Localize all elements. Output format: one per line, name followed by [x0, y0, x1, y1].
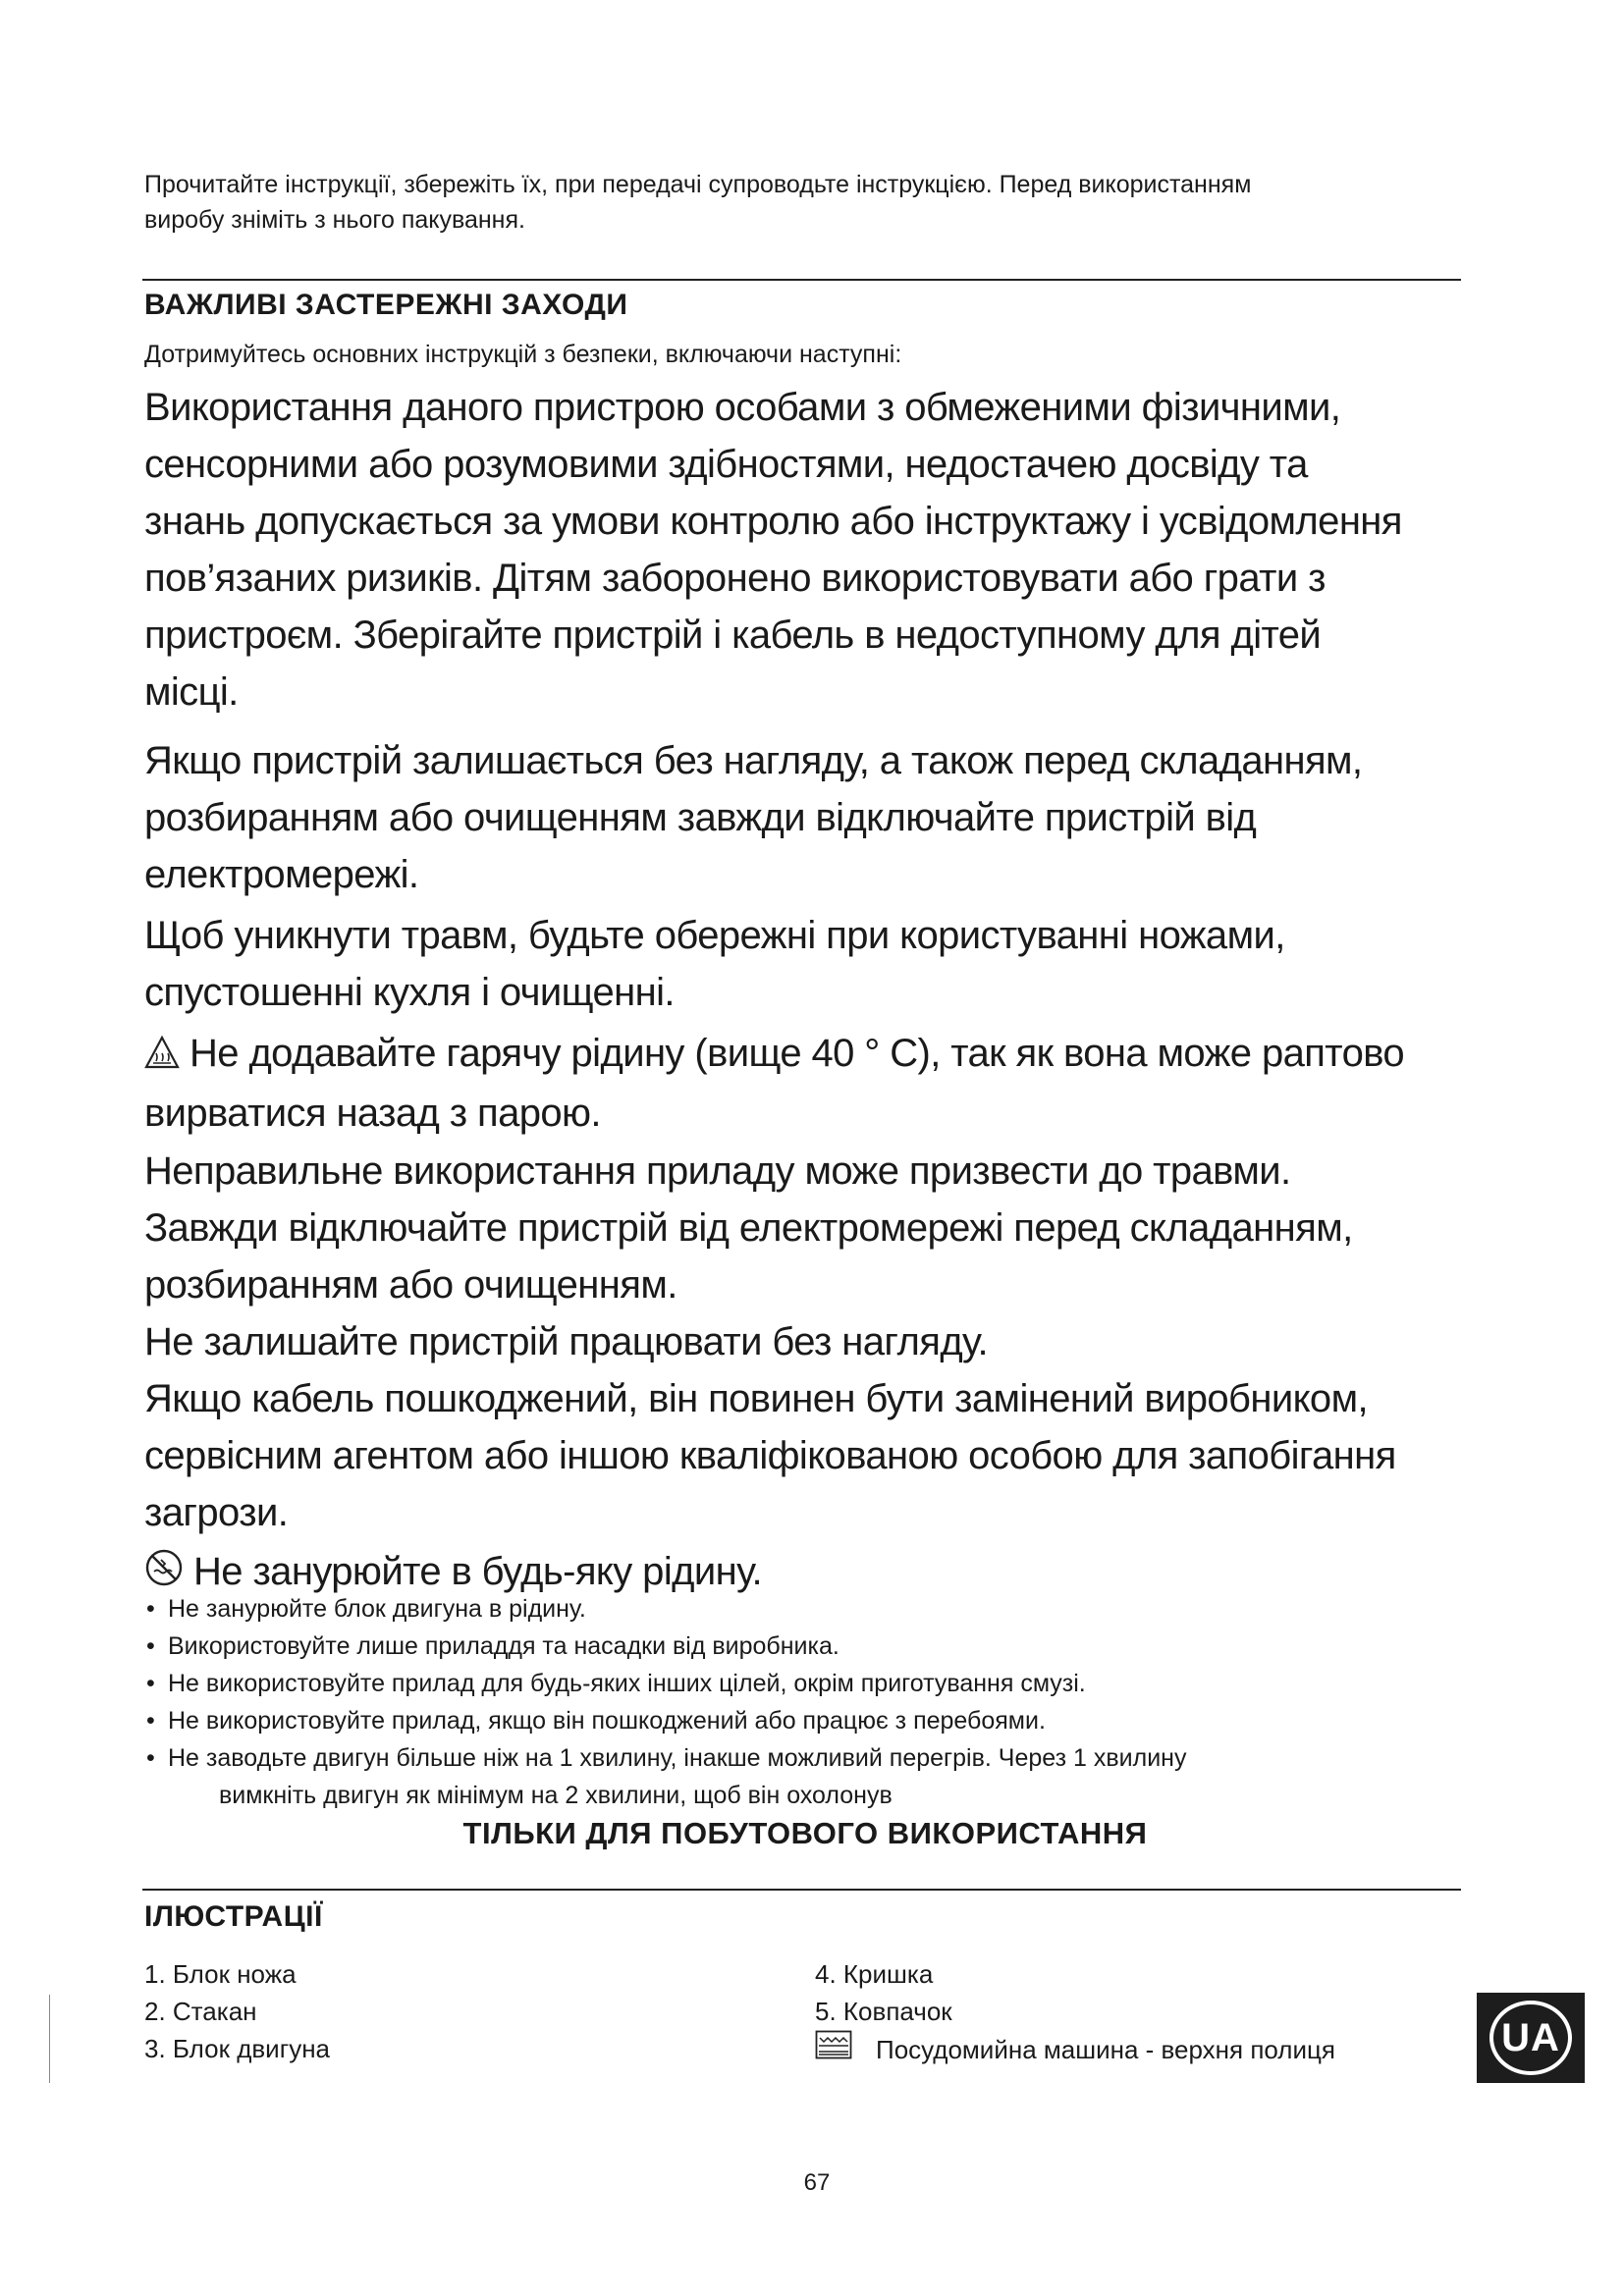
bullet-dot: •: [146, 1670, 155, 1697]
line: Завжди відключайте пристрій від електромережі перед складанням,: [144, 1206, 1353, 1250]
intro-text: [144, 167, 1470, 238]
dishwasher-top-shelf-icon: [815, 2030, 852, 2069]
list-item: 2. Стакан: [144, 1997, 257, 2026]
line: загрози.: [144, 1491, 289, 1534]
safety-paragraph-supervision: [144, 379, 1519, 721]
page-number: 67: [803, 2169, 831, 2196]
line: Якщо пристрій залишається без нагляду, а також перед складанням,: [144, 739, 1363, 782]
line: спустошенні кухля і очищенні.: [144, 971, 675, 1014]
list-item: [144, 1628, 1470, 1665]
list-item: [144, 1590, 1470, 1628]
list-item: 1. Блок ножа: [144, 1959, 297, 1989]
domestic-use-notice: ТІЛЬКИ ДЛЯ ПОБУТОВОГО ВИКОРИСТАННЯ: [462, 1816, 1148, 1850]
line: Не додавайте гарячу рідину (вище 40 ° С), так як вона може раптово: [189, 1032, 1405, 1075]
parts-list-right: [815, 1955, 952, 2030]
line: Якщо кабель пошкоджений, він повинен бути замінений виробником,: [144, 1377, 1368, 1420]
safety-heading: ВАЖЛИВІ ЗАСТЕРЕЖНІ ЗАХОДИ: [144, 289, 628, 321]
dishwasher-note-text: Посудомийна машина - верхня полиця: [876, 2035, 1335, 2064]
illustrations-heading: ІЛЮСТРАЦІЇ: [144, 1900, 323, 1933]
safety-paragraph-unplug: [144, 732, 1519, 903]
safety-paragraph-cable: [144, 1370, 1519, 1541]
bullet-dot: •: [146, 1744, 155, 1772]
list-item-text: Використовуйте лише приладдя та насадки від виробника.: [168, 1632, 839, 1660]
list-item-continuation: вимкніть двигун як мінімум на 2 хвилини, щоб він охолонув: [219, 1782, 893, 1809]
intro-line-1: Прочитайте інструкції, збережіть їх, при передачі супроводьте інструкцією. Перед використанням: [144, 171, 1252, 198]
line: вирватися назад з парою.: [144, 1092, 601, 1135]
list-item-text: Не заводьте двигун більше ніж на 1 хвилину, інакше можливий перегрів. Через 1 хвилину: [168, 1744, 1187, 1772]
bullet-dot: •: [146, 1595, 155, 1623]
dishwasher-note: [815, 2030, 1335, 2069]
section-divider: [142, 279, 1461, 281]
language-badge: [1477, 1993, 1585, 2083]
list-item: 5. Ковпачок: [815, 1997, 952, 2026]
line: сервісним агентом або іншою кваліфікованою особою для запобігання: [144, 1434, 1396, 1477]
bullet-dot: •: [146, 1707, 155, 1735]
hot-surface-warning-icon: [144, 1028, 180, 1085]
list-item: 4. Кришка: [815, 1959, 934, 1989]
parts-list-left: [144, 1955, 330, 2067]
safety-paragraph-unattended: Не залишайте пристрій працювати без нагляду.: [144, 1320, 988, 1363]
bullet-dot: •: [146, 1632, 155, 1660]
line: розбиранням або очищенням.: [144, 1263, 677, 1307]
list-item: 3. Блок двигуна: [144, 2034, 331, 2063]
safety-paragraph-misuse: Неправильне використання приладу може призвести до травми.: [144, 1149, 1291, 1193]
line: Використання даного пристрою особами з обмеженими фізичними,: [144, 386, 1341, 429]
line: пов’язаних ризиків. Дітям заборонено використовувати або грати з: [144, 557, 1326, 600]
safety-paragraph-disconnect: [144, 1200, 1519, 1313]
intro-line-2: виробу зніміть з нього пакування.: [144, 206, 525, 234]
line: розбиранням або очищенням завжди відключайте пристрій від: [144, 796, 1257, 839]
list-item: [144, 1665, 1470, 1702]
safety-paragraph-blades: [144, 907, 1519, 1021]
list-item: [144, 1702, 1470, 1739]
line: знань допускається за умови контролю або інструктажу і усвідомлення: [144, 500, 1402, 543]
list-item: [144, 1739, 1470, 1814]
line: електромережі.: [144, 853, 419, 896]
safety-paragraph-hot-liquid: [144, 1025, 1519, 1142]
line: сенсорними або розумовими здібностями, недостачею досвіду та: [144, 443, 1308, 486]
badge-text: UA: [1501, 2016, 1560, 2059]
line: Щоб уникнути травм, будьте обережні при користуванні ножами,: [144, 914, 1285, 957]
section-divider: [142, 1889, 1461, 1891]
line: Не занурюйте в будь-яку рідину.: [193, 1550, 762, 1593]
list-item-text: Не використовуйте прилад для будь-яких інших цілей, окрім приготування смузі.: [168, 1670, 1086, 1697]
line: пристроєм. Зберігайте пристрій і кабель в недоступному для дітей: [144, 614, 1322, 657]
line: місці.: [144, 670, 239, 714]
list-item-text: Не занурюйте блок двигуна в рідину.: [168, 1595, 586, 1623]
safety-subtitle: Дотримуйтесь основних інструкцій з безпеки, включаючи наступні:: [144, 341, 902, 368]
list-item-text: Не використовуйте прилад, якщо він пошкоджений або працює з перебоями.: [168, 1707, 1046, 1735]
margin-mark: [49, 1995, 50, 2083]
safety-bullet-list: [144, 1590, 1470, 1814]
